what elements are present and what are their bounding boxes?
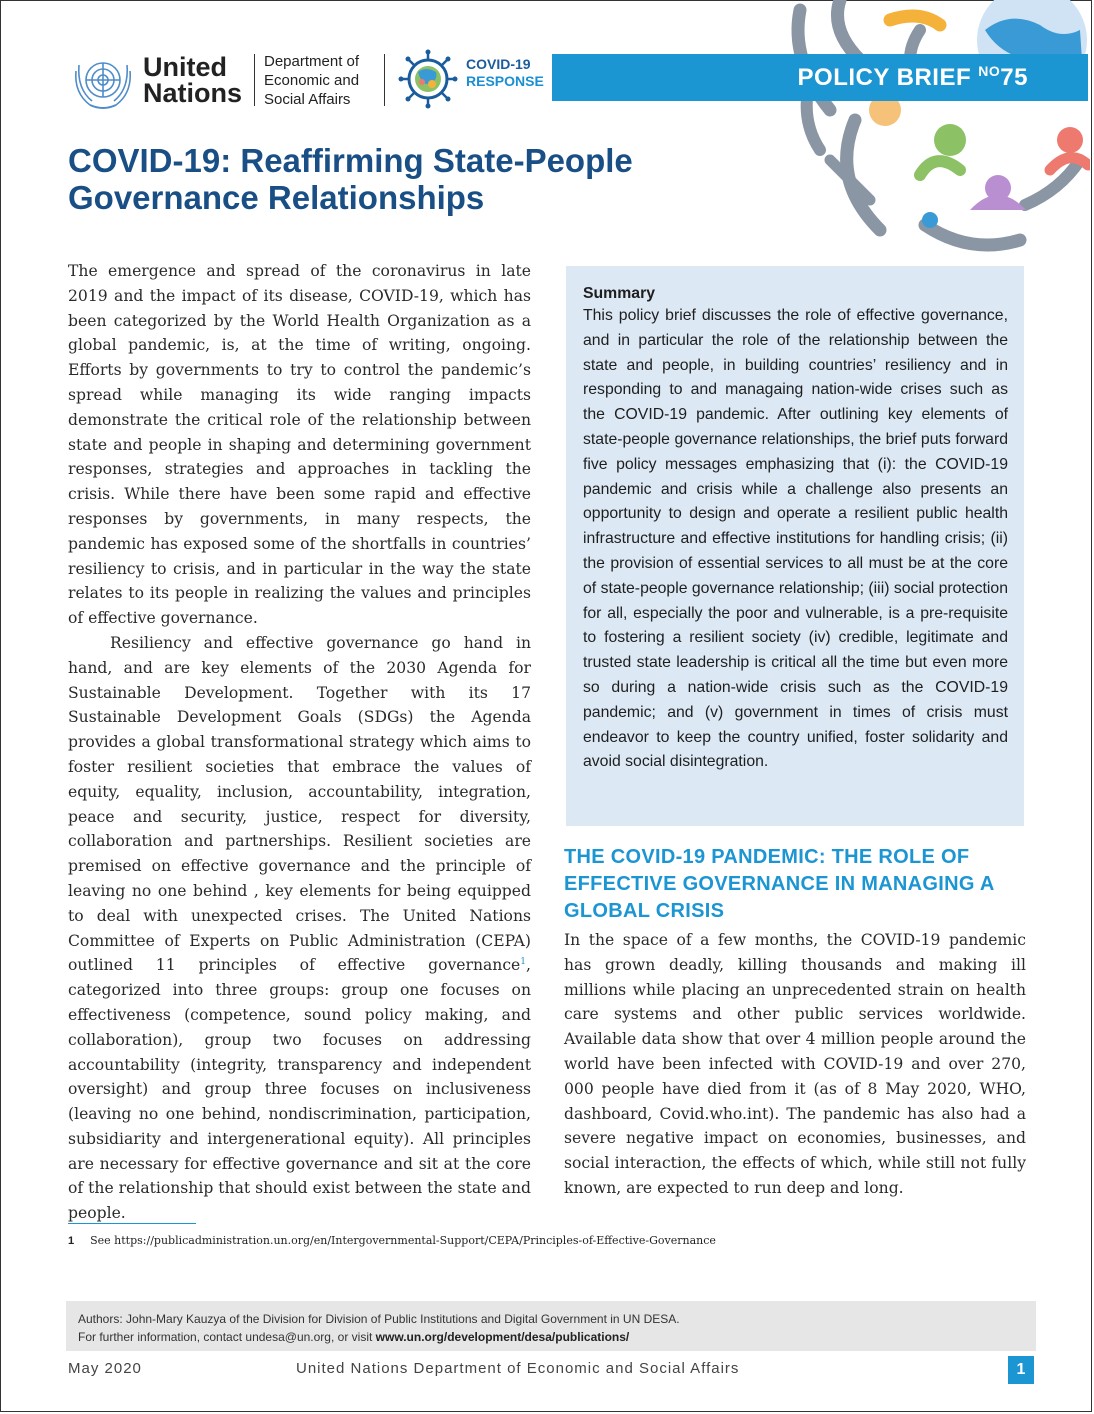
policy-brief-no: NO [978, 63, 1001, 79]
un-wordmark [143, 54, 242, 106]
un-emblem-icon [70, 53, 136, 111]
footer-organization: United Nations Department of Economic and Social Affairs [296, 1360, 740, 1377]
footnote-number: 1 [68, 1235, 75, 1247]
covid-response-label [466, 56, 544, 90]
body-paragraph-2-b: , categorized into three groups: group one focuses on effectiveness (competence, sound policy making, and collaboration), group two focuses on addressing accountability (integrity, transparency and independent oversight) and group three focuses on inclusiveness (leaving no one behind, nondiscrimination, participation, subsidiarity and intergenerational equity). All principles are necessary for effective governance and sit at the core of the relationship that should exist between the state and people. [68, 956, 531, 1223]
body-paragraph-1: The emergence and spread of the coronavirus in late 2019 and the impact of its disease, COVID-19, which has been categorized by the World Health Organization as a global pandemic, is, at the time of writing, ongoing. Efforts by governments to try to control the pandemic’s spread while managing its wide ranging impacts demonstrate the critical role of the relationship between state and people in shaping and determining government responses, strategies and approaches in tackling the crisis. While there have been some rapid and effective responses by governments, in many respects, the pandemic has exposed some of the shortfalls in countries’ resiliency to crisis, and in particular in the way the state relates to its people in realizing the values and principles of effective governance. [68, 262, 531, 628]
footnote-divider [68, 1223, 196, 1224]
desa-wordmark [264, 52, 359, 109]
desa-line2: Economic and [264, 72, 360, 89]
summary-heading: Summary [583, 285, 655, 302]
summary-text: This policy brief discusses the role of effective governance, and in particular the role of the relationship between the state and people, in building countries’ resiliency and in responding to and managaing nation-wide crises such as the COVID-19 pandemic. After outlining key elements of state-people governance relationships, the brief puts forward five policy messages emphasizing that (i): the COVID-19 pandemic and crisis while a challenge also presents an opportunity to design and operate a resilient public health infrastructure and effective institutions for handling crisis; (ii) the provision of essential services to all must be at the core of state-people governance relationship; (iii) social protection for all, especially the poor and vulnerable, is a pre-requisite to fostering a resilient society (iv) credible, legitimate and trusted state leadership is critical all the time but even more so during a nation-wide crisis such as the COVID-19 pandemic; and (v) government in times of crisis must endeavor to keep the country unified, foster solidarity and avoid social disintegration. [583, 307, 1008, 771]
footnote-reference[interactable]: 1 [520, 957, 527, 968]
desa-line1: Department of [264, 53, 360, 70]
body-text-left-column [68, 259, 531, 1226]
page-title: COVID-19: Reaffirming State-People Governance Relationships [68, 142, 633, 216]
policy-brief-banner [552, 54, 1088, 101]
contact-prefix: For further information, contact undesa@un.org, or visit [78, 1330, 376, 1344]
authors-line: Authors: John-Mary Kauzya of the Division for Division of Public Institutions and Digital Government in UN DESA. [78, 1312, 680, 1326]
policy-brief-title [552, 63, 1028, 92]
policy-brief-number: 75 [1000, 64, 1028, 91]
publications-link[interactable]: www.un.org/development/desa/publications/ [375, 1330, 630, 1344]
footnote [68, 1234, 716, 1247]
desa-line3: Social Affairs [264, 91, 351, 108]
footer-date: May 2020 [68, 1360, 142, 1377]
decorative-people-graphic [770, 0, 1090, 270]
covid-label-line1: COVID-19 [466, 56, 531, 72]
un-name-line1: United [143, 52, 227, 82]
authors-box [66, 1301, 1036, 1351]
page-number: 1 [1008, 1356, 1034, 1384]
footnote-text[interactable]: See https://publicadministration.un.org/en/Intergovernmental-Support/CEPA/Principles-of-Effective-Governance [90, 1234, 716, 1247]
policy-brief-label: POLICY BRIEF [797, 64, 972, 91]
header-divider [384, 54, 385, 106]
header-divider [254, 54, 255, 106]
covid-label-line2: RESPONSE [466, 73, 544, 89]
section-body-text: In the space of a few months, the COVID-19 pandemic has grown deadly, killing thousands and making ill millions while placing an unprecedented strain on health care systems and other public services worldwide. Available data show that over 4 million people around the world have been infected with COVID-19 and over 270, 000 people have died from it (as of 8 May 2020, WHO, dashboard, Covid.who.int). The pandemic has also had a severe negative impact on economies, businesses, and social interaction, the effects of which, while still not fully known, are expected to run deep and long. [564, 931, 1026, 1197]
contact-line [78, 1328, 1024, 1346]
covid-response-logo-icon [396, 48, 460, 110]
body-paragraph-2 [68, 631, 531, 1226]
un-name-line2: Nations [143, 78, 243, 108]
summary-box [566, 266, 1024, 826]
body-paragraph-2-a: Resiliency and effective governance go hand in hand, and are key elements of the 2030 Agenda for Sustainable Development. Together with its 17 Sustainable Development Goals (SDGs) the Agenda provides a global transformational strategy which aims to foster resilient societies that embrace the values of equity, equality, inclusion, accountability, integration, peace and security, justice, respect for diversity, collaboration and partnerships. Resilient societies are premised on effective governance and the principle of leaving no one behind , key elements for being equipped to deal with unexpected crises. The United Nations Committee of Experts on Public Administration (CEPA) outlined 11 principles of effective governance [68, 633, 531, 975]
section-heading: THE COVID-19 PANDEMIC: THE ROLE OF EFFECTIVE GOVERNANCE IN MANAGING A GLOBAL CRISIS [564, 846, 994, 922]
